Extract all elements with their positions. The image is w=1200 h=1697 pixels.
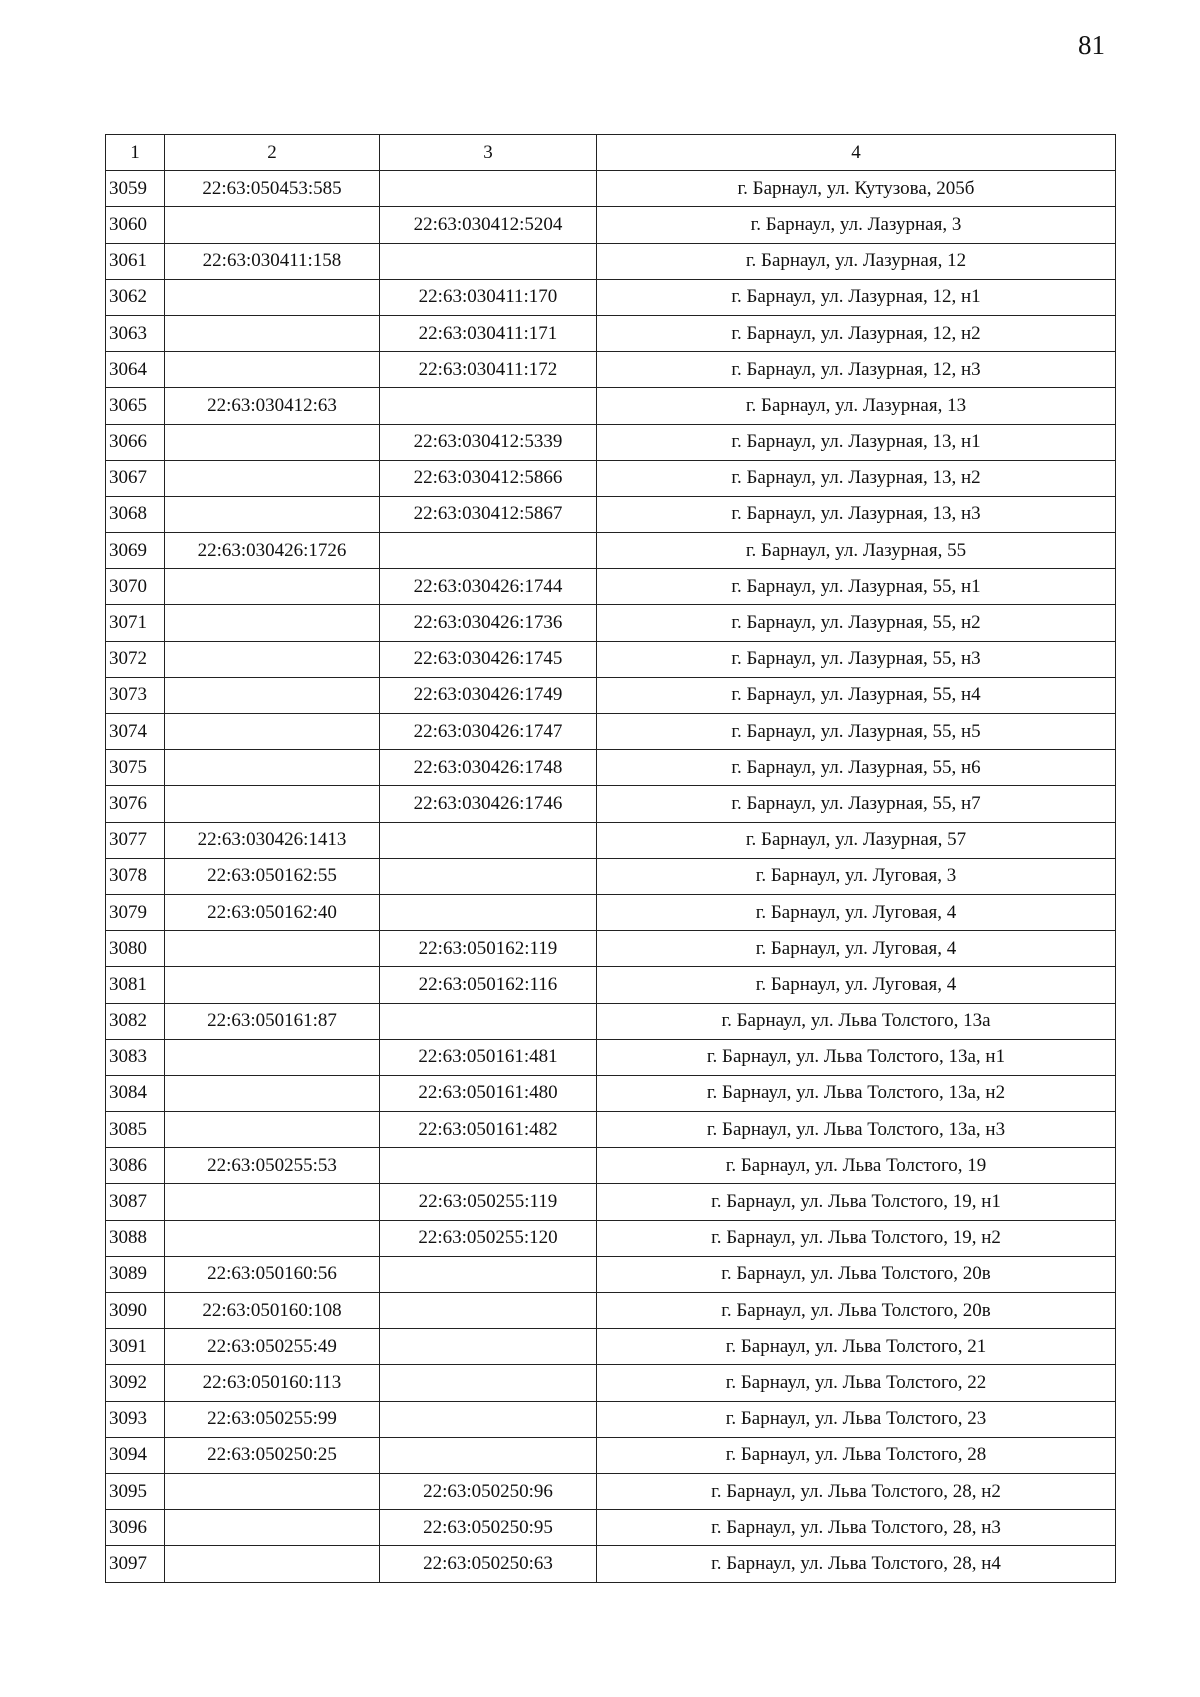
table-row (106, 1003, 1116, 1039)
parcel-cadastral-cell: 22:63:050255:99 (165, 1401, 380, 1437)
row-number-cell: 3088 (106, 1220, 165, 1256)
table-row (106, 786, 1116, 822)
table-row (106, 424, 1116, 460)
address-cell: г. Барнаул, ул. Льва Толстого, 19 (597, 1148, 1116, 1184)
table-row (106, 388, 1116, 424)
building-cadastral-cell: 22:63:030426:1748 (380, 750, 597, 786)
table-row (106, 605, 1116, 641)
parcel-cadastral-cell: 22:63:050162:55 (165, 858, 380, 894)
row-number-cell: 3069 (106, 533, 165, 569)
parcel-cadastral-cell (165, 1075, 380, 1111)
table-header-row (106, 135, 1116, 171)
table-row (106, 967, 1116, 1003)
column-header-2: 2 (165, 135, 380, 171)
table-row (106, 1039, 1116, 1075)
building-cadastral-cell (380, 1148, 597, 1184)
building-cadastral-cell: 22:63:030411:171 (380, 315, 597, 351)
building-cadastral-cell: 22:63:030412:5867 (380, 496, 597, 532)
building-cadastral-cell: 22:63:050162:116 (380, 967, 597, 1003)
address-cell: г. Барнаул, ул. Льва Толстого, 20в (597, 1256, 1116, 1292)
building-cadastral-cell (380, 1256, 597, 1292)
row-number-cell: 3074 (106, 714, 165, 750)
building-cadastral-cell: 22:63:050250:95 (380, 1510, 597, 1546)
address-cell: г. Барнаул, ул. Лазурная, 55, н1 (597, 569, 1116, 605)
column-header-4: 4 (597, 135, 1116, 171)
parcel-cadastral-cell: 22:63:050161:87 (165, 1003, 380, 1039)
address-cell: г. Барнаул, ул. Лазурная, 55, н2 (597, 605, 1116, 641)
row-number-cell: 3079 (106, 894, 165, 930)
page-number: 81 (1078, 30, 1105, 60)
address-cell: г. Барнаул, ул. Льва Толстого, 13а, н3 (597, 1112, 1116, 1148)
building-cadastral-cell: 22:63:030411:172 (380, 352, 597, 388)
parcel-cadastral-cell: 22:63:030426:1413 (165, 822, 380, 858)
parcel-cadastral-cell (165, 424, 380, 460)
parcel-cadastral-cell (165, 641, 380, 677)
address-cell: г. Барнаул, ул. Лазурная, 13, н2 (597, 460, 1116, 496)
row-number-cell: 3067 (106, 460, 165, 496)
address-cell: г. Барнаул, ул. Лазурная, 55, н3 (597, 641, 1116, 677)
row-number-cell: 3061 (106, 243, 165, 279)
table-row (106, 352, 1116, 388)
address-cell: г. Барнаул, ул. Лазурная, 13, н3 (597, 496, 1116, 532)
table-row (106, 1112, 1116, 1148)
row-number-cell: 3081 (106, 967, 165, 1003)
row-number-cell: 3093 (106, 1401, 165, 1437)
row-number-cell: 3080 (106, 931, 165, 967)
building-cadastral-cell: 22:63:050255:120 (380, 1220, 597, 1256)
parcel-cadastral-cell (165, 569, 380, 605)
registry-table (105, 134, 1116, 1583)
row-number-cell: 3094 (106, 1437, 165, 1473)
address-cell: г. Барнаул, ул. Луговая, 4 (597, 967, 1116, 1003)
parcel-cadastral-cell (165, 1510, 380, 1546)
parcel-cadastral-cell (165, 460, 380, 496)
table-row (106, 315, 1116, 351)
row-number-cell: 3087 (106, 1184, 165, 1220)
parcel-cadastral-cell (165, 496, 380, 532)
address-cell: г. Барнаул, ул. Луговая, 3 (597, 858, 1116, 894)
row-number-cell: 3071 (106, 605, 165, 641)
row-number-cell: 3089 (106, 1256, 165, 1292)
parcel-cadastral-cell (165, 279, 380, 315)
address-cell: г. Барнаул, ул. Лазурная, 13 (597, 388, 1116, 424)
address-cell: г. Барнаул, ул. Льва Толстого, 13а, н1 (597, 1039, 1116, 1075)
parcel-cadastral-cell (165, 786, 380, 822)
address-cell: г. Барнаул, ул. Лазурная, 55 (597, 533, 1116, 569)
table-row (106, 894, 1116, 930)
row-number-cell: 3077 (106, 822, 165, 858)
parcel-cadastral-cell (165, 605, 380, 641)
table-row (106, 1075, 1116, 1111)
row-number-cell: 3086 (106, 1148, 165, 1184)
address-cell: г. Барнаул, ул. Лазурная, 55, н6 (597, 750, 1116, 786)
row-number-cell: 3085 (106, 1112, 165, 1148)
address-cell: г. Барнаул, ул. Льва Толстого, 23 (597, 1401, 1116, 1437)
table-row (106, 677, 1116, 713)
row-number-cell: 3082 (106, 1003, 165, 1039)
address-cell: г. Барнаул, ул. Льва Толстого, 28, н2 (597, 1473, 1116, 1509)
parcel-cadastral-cell: 22:63:050255:49 (165, 1329, 380, 1365)
parcel-cadastral-cell (165, 1546, 380, 1582)
table-row (106, 460, 1116, 496)
building-cadastral-cell: 22:63:030411:170 (380, 279, 597, 315)
address-cell: г. Барнаул, ул. Лазурная, 12, н3 (597, 352, 1116, 388)
row-number-cell: 3063 (106, 315, 165, 351)
table-row (106, 1184, 1116, 1220)
row-number-cell: 3097 (106, 1546, 165, 1582)
parcel-cadastral-cell (165, 1473, 380, 1509)
table-row (106, 207, 1116, 243)
building-cadastral-cell: 22:63:030426:1749 (380, 677, 597, 713)
row-number-cell: 3096 (106, 1510, 165, 1546)
parcel-cadastral-cell: 22:63:050160:113 (165, 1365, 380, 1401)
row-number-cell: 3062 (106, 279, 165, 315)
row-number-cell: 3090 (106, 1293, 165, 1329)
parcel-cadastral-cell: 22:63:050250:25 (165, 1437, 380, 1473)
address-cell: г. Барнаул, ул. Лазурная, 57 (597, 822, 1116, 858)
row-number-cell: 3091 (106, 1329, 165, 1365)
row-number-cell: 3076 (106, 786, 165, 822)
parcel-cadastral-cell: 22:63:050453:585 (165, 171, 380, 207)
building-cadastral-cell (380, 1003, 597, 1039)
address-cell: г. Барнаул, ул. Лазурная, 55, н4 (597, 677, 1116, 713)
table-row (106, 533, 1116, 569)
table-row (106, 279, 1116, 315)
table-row (106, 1437, 1116, 1473)
row-number-cell: 3059 (106, 171, 165, 207)
address-cell: г. Барнаул, ул. Льва Толстого, 13а, н2 (597, 1075, 1116, 1111)
table-row (106, 931, 1116, 967)
building-cadastral-cell: 22:63:050255:119 (380, 1184, 597, 1220)
table-row (106, 1220, 1116, 1256)
parcel-cadastral-cell: 22:63:050255:53 (165, 1148, 380, 1184)
address-cell: г. Барнаул, ул. Лазурная, 55, н7 (597, 786, 1116, 822)
table-row (106, 641, 1116, 677)
row-number-cell: 3073 (106, 677, 165, 713)
address-cell: г. Барнаул, ул. Льва Толстого, 28 (597, 1437, 1116, 1473)
parcel-cadastral-cell (165, 967, 380, 1003)
parcel-cadastral-cell (165, 1039, 380, 1075)
building-cadastral-cell: 22:63:050161:481 (380, 1039, 597, 1075)
building-cadastral-cell: 22:63:030426:1736 (380, 605, 597, 641)
table-row (106, 1546, 1116, 1582)
row-number-cell: 3095 (106, 1473, 165, 1509)
building-cadastral-cell (380, 858, 597, 894)
row-number-cell: 3060 (106, 207, 165, 243)
row-number-cell: 3065 (106, 388, 165, 424)
building-cadastral-cell: 22:63:050161:480 (380, 1075, 597, 1111)
building-cadastral-cell (380, 1329, 597, 1365)
table-row (106, 1365, 1116, 1401)
table-row (106, 1401, 1116, 1437)
address-cell: г. Барнаул, ул. Кутузова, 205б (597, 171, 1116, 207)
building-cadastral-cell (380, 171, 597, 207)
building-cadastral-cell: 22:63:030412:5339 (380, 424, 597, 460)
parcel-cadastral-cell: 22:63:030412:63 (165, 388, 380, 424)
building-cadastral-cell (380, 243, 597, 279)
row-number-cell: 3072 (106, 641, 165, 677)
address-cell: г. Барнаул, ул. Лазурная, 12 (597, 243, 1116, 279)
building-cadastral-cell (380, 533, 597, 569)
row-number-cell: 3068 (106, 496, 165, 532)
address-cell: г. Барнаул, ул. Льва Толстого, 19, н1 (597, 1184, 1116, 1220)
table-row (106, 858, 1116, 894)
building-cadastral-cell: 22:63:050250:96 (380, 1473, 597, 1509)
table-row (106, 1256, 1116, 1292)
parcel-cadastral-cell (165, 352, 380, 388)
building-cadastral-cell (380, 1365, 597, 1401)
table-row (106, 1293, 1116, 1329)
address-cell: г. Барнаул, ул. Льва Толстого, 21 (597, 1329, 1116, 1365)
building-cadastral-cell (380, 388, 597, 424)
parcel-cadastral-cell: 22:63:050160:108 (165, 1293, 380, 1329)
parcel-cadastral-cell (165, 714, 380, 750)
building-cadastral-cell: 22:63:050250:63 (380, 1546, 597, 1582)
parcel-cadastral-cell: 22:63:030411:158 (165, 243, 380, 279)
address-cell: г. Барнаул, ул. Льва Толстого, 19, н2 (597, 1220, 1116, 1256)
building-cadastral-cell (380, 822, 597, 858)
row-number-cell: 3084 (106, 1075, 165, 1111)
address-cell: г. Барнаул, ул. Лазурная, 3 (597, 207, 1116, 243)
address-cell: г. Барнаул, ул. Льва Толстого, 22 (597, 1365, 1116, 1401)
column-header-3: 3 (380, 135, 597, 171)
building-cadastral-cell: 22:63:030426:1746 (380, 786, 597, 822)
parcel-cadastral-cell (165, 1220, 380, 1256)
table-row (106, 714, 1116, 750)
table-row (106, 569, 1116, 605)
row-number-cell: 3083 (106, 1039, 165, 1075)
parcel-cadastral-cell (165, 1112, 380, 1148)
parcel-cadastral-cell: 22:63:050162:40 (165, 894, 380, 930)
row-number-cell: 3078 (106, 858, 165, 894)
column-header-1: 1 (106, 135, 165, 171)
row-number-cell: 3070 (106, 569, 165, 605)
address-cell: г. Барнаул, ул. Луговая, 4 (597, 894, 1116, 930)
table-body (106, 171, 1116, 1582)
building-cadastral-cell: 22:63:050161:482 (380, 1112, 597, 1148)
row-number-cell: 3064 (106, 352, 165, 388)
building-cadastral-cell (380, 1401, 597, 1437)
address-cell: г. Барнаул, ул. Льва Толстого, 28, н4 (597, 1546, 1116, 1582)
parcel-cadastral-cell (165, 315, 380, 351)
table-row (106, 243, 1116, 279)
address-cell: г. Барнаул, ул. Лазурная, 55, н5 (597, 714, 1116, 750)
parcel-cadastral-cell (165, 207, 380, 243)
building-cadastral-cell (380, 1293, 597, 1329)
address-cell: г. Барнаул, ул. Льва Толстого, 13а (597, 1003, 1116, 1039)
building-cadastral-cell: 22:63:030426:1747 (380, 714, 597, 750)
address-cell: г. Барнаул, ул. Луговая, 4 (597, 931, 1116, 967)
row-number-cell: 3066 (106, 424, 165, 460)
building-cadastral-cell: 22:63:050162:119 (380, 931, 597, 967)
table-row (106, 750, 1116, 786)
building-cadastral-cell: 22:63:030412:5204 (380, 207, 597, 243)
table-row (106, 171, 1116, 207)
building-cadastral-cell: 22:63:030426:1744 (380, 569, 597, 605)
parcel-cadastral-cell: 22:63:050160:56 (165, 1256, 380, 1292)
row-number-cell: 3092 (106, 1365, 165, 1401)
parcel-cadastral-cell: 22:63:030426:1726 (165, 533, 380, 569)
building-cadastral-cell (380, 894, 597, 930)
address-cell: г. Барнаул, ул. Лазурная, 12, н2 (597, 315, 1116, 351)
table-row (106, 1329, 1116, 1365)
building-cadastral-cell (380, 1437, 597, 1473)
table-row (106, 1148, 1116, 1184)
building-cadastral-cell: 22:63:030412:5866 (380, 460, 597, 496)
address-cell: г. Барнаул, ул. Льва Толстого, 20в (597, 1293, 1116, 1329)
table-row (106, 1510, 1116, 1546)
building-cadastral-cell: 22:63:030426:1745 (380, 641, 597, 677)
row-number-cell: 3075 (106, 750, 165, 786)
parcel-cadastral-cell (165, 1184, 380, 1220)
table-row (106, 822, 1116, 858)
table-row (106, 1473, 1116, 1509)
parcel-cadastral-cell (165, 931, 380, 967)
parcel-cadastral-cell (165, 677, 380, 713)
address-cell: г. Барнаул, ул. Лазурная, 12, н1 (597, 279, 1116, 315)
table-row (106, 496, 1116, 532)
address-cell: г. Барнаул, ул. Лазурная, 13, н1 (597, 424, 1116, 460)
parcel-cadastral-cell (165, 750, 380, 786)
address-cell: г. Барнаул, ул. Льва Толстого, 28, н3 (597, 1510, 1116, 1546)
